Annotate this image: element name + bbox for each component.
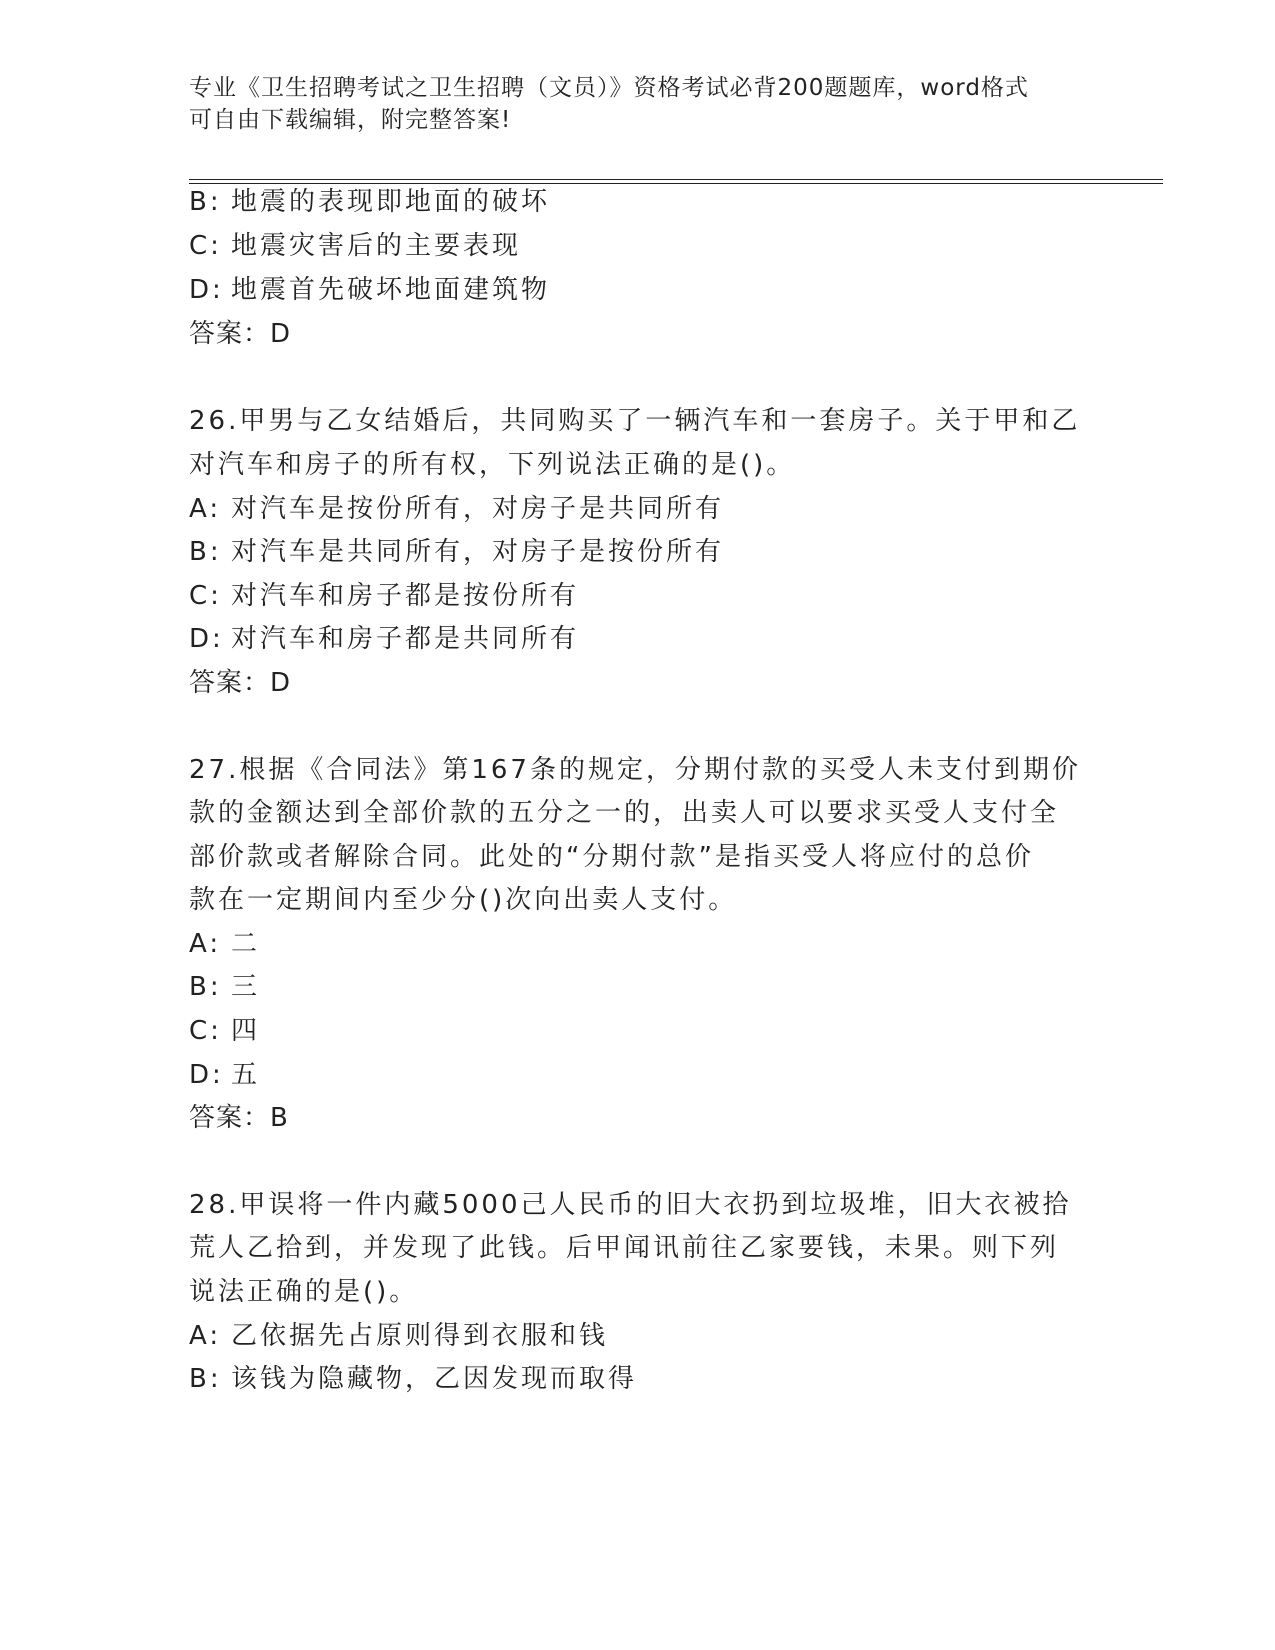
- document-header: [189, 72, 1069, 136]
- option-d: [189, 623, 579, 655]
- answer: 答案：B: [189, 1103, 289, 1133]
- question-stem: 28.甲误将一件内藏5000己人民币的旧大衣扔到垃圾堆，旧大衣被拾: [189, 1190, 1072, 1220]
- question-stem: 说法正确的是()。: [189, 1277, 419, 1307]
- option-d: [189, 1059, 260, 1091]
- option-text: 地震首先破坏地面建筑物: [231, 275, 551, 305]
- option-label: C:: [189, 231, 222, 261]
- option-label: D:: [189, 275, 224, 305]
- option-label: B:: [189, 972, 222, 1002]
- question-stem: 款的金额达到全部价款的五分之一的，出卖人可以要求买受人支付全: [189, 798, 1060, 828]
- option-b: [189, 186, 550, 218]
- option-text: 该钱为隐藏物，乙因发现而取得: [231, 1364, 638, 1394]
- option-c: [189, 1015, 260, 1047]
- option-label: A:: [189, 1321, 222, 1351]
- header-line-1: 专业《卫生招聘考试之卫生招聘（文员）》资格考试必背200题题库，word格式: [189, 75, 1029, 101]
- option-label: C:: [189, 581, 222, 611]
- option-text: 对汽车是共同所有，对房子是按份所有: [231, 537, 725, 567]
- option-c: [189, 580, 579, 612]
- question-stem: 部价款或者解除合同。此处的“分期付款”是指买受人将应付的总价: [189, 842, 1034, 872]
- option-a: [189, 493, 724, 525]
- option-b: [189, 536, 724, 568]
- option-text: 二: [231, 929, 261, 959]
- question-stem: 27.根据《合同法》第167条的规定，分期付款的买受人未支付到期价: [189, 755, 1081, 785]
- question-stem: 对汽车和房子的所有权，下列说法正确的是()。: [189, 450, 796, 480]
- option-label: C:: [189, 1016, 222, 1046]
- option-text: 对汽车和房子都是共同所有: [231, 624, 580, 654]
- option-text: 乙依据先占原则得到衣服和钱: [231, 1321, 609, 1351]
- option-text: 三: [231, 972, 261, 1002]
- option-text: 对汽车和房子都是按份所有: [231, 581, 580, 611]
- option-text: 四: [231, 1016, 261, 1046]
- option-label: D:: [189, 1060, 224, 1090]
- header-divider-top: [189, 179, 1163, 180]
- option-label: D:: [189, 624, 224, 654]
- option-label: A:: [189, 494, 222, 524]
- option-label: A:: [189, 929, 222, 959]
- option-c: [189, 230, 521, 262]
- answer: 答案：D: [189, 668, 292, 698]
- option-a: [189, 928, 260, 960]
- option-b: [189, 1363, 637, 1395]
- option-text: 五: [231, 1060, 261, 1090]
- option-b: [189, 971, 260, 1003]
- question-stem: 荒人乙拾到，并发现了此钱。后甲闻讯前往乙家要钱，未果。则下列: [189, 1233, 1060, 1263]
- answer: 答案：D: [189, 319, 292, 349]
- question-stem: 款在一定期间内至少分()次向出卖人支付。: [189, 885, 738, 915]
- header-divider-bottom: [189, 183, 1163, 184]
- header-line-2: 可自由下载编辑，附完整答案!: [189, 107, 512, 133]
- option-label: B:: [189, 187, 222, 217]
- option-text: 地震的表现即地面的破坏: [231, 187, 551, 217]
- option-label: B:: [189, 1364, 222, 1394]
- option-text: 地震灾害后的主要表现: [231, 231, 522, 261]
- option-text: 对汽车是按份所有，对房子是共同所有: [231, 494, 725, 524]
- option-a: [189, 1320, 608, 1352]
- option-label: B:: [189, 537, 222, 567]
- question-stem: 26.甲男与乙女结婚后，共同购买了一辆汽车和一套房子。关于甲和乙: [189, 406, 1081, 436]
- option-d: [189, 274, 550, 306]
